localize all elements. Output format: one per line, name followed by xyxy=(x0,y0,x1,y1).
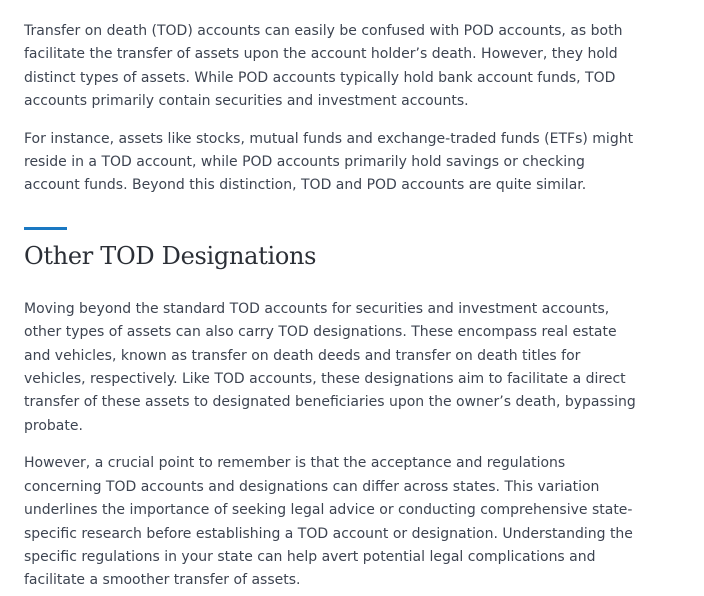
article-body xyxy=(24,20,636,593)
intro-paragraph-1: Transfer on death (TOD) accounts can easily be confused with POD accounts, as both facilitate the transfer of assets upon the account holder’s death. However, they hold distinct types of assets. While POD accounts typically hold bank account funds, TOD accounts primarily contain securities and investment accounts. xyxy=(24,23,623,110)
section-paragraph-1: Moving beyond the standard TOD accounts for securities and investment accounts, other types of assets can also carry TOD designations. These encompass real estate and vehicles, known as transfer on death deeds and transfer on death titles for vehicles, respectively. Like TOD accounts, these designations aim to facilitate a direct transfer of these assets to designated beneficiaries upon the owner’s death, bypassing probate. xyxy=(24,300,636,434)
section-heading: Other TOD Designations xyxy=(24,241,317,270)
intro-paragraph-2: For instance, assets like stocks, mutual funds and exchange-traded funds (ETFs) might reside in a TOD account, while POD accounts primarily hold savings or checking account funds. Beyond this distinction, TOD and POD accounts are quite similar. xyxy=(24,130,634,194)
section-paragraph-2: However, a crucial point to remember is that the acceptance and regulations concerning TOD accounts and designations can differ across states. This variation underlines the importance of seeking legal advice or conducting comprehensive state-specific research before establishing a TOD account or designation. Understanding the specific regulations in your state can help avert potential legal complications and facilitate a smoother transfer of assets. xyxy=(24,455,633,589)
section-accent-rule xyxy=(24,227,67,230)
